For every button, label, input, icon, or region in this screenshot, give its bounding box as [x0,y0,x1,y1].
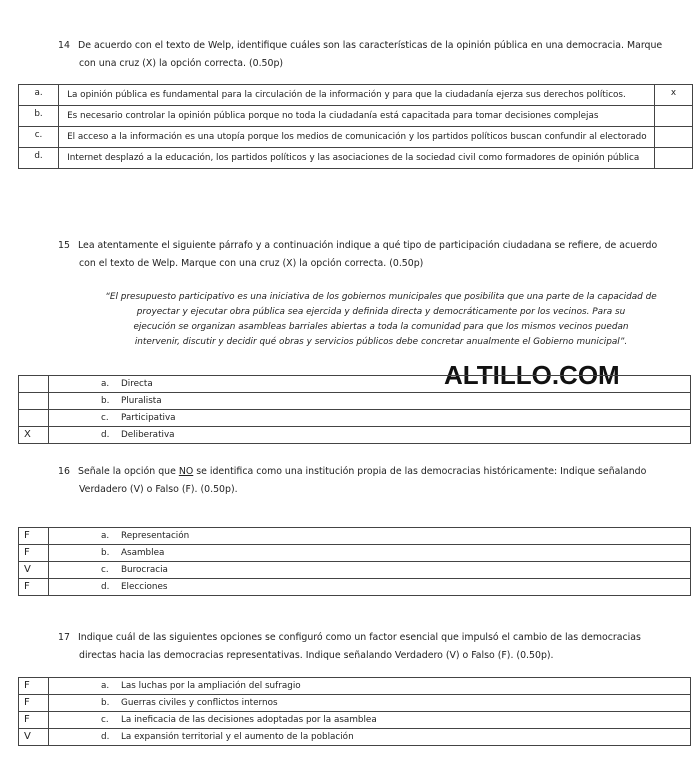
option-letter: d. [101,430,110,440]
quote-line: intervenir, discutir y decidir qué obras y servicios públicos debe concretar anualmente el Gobierno municipal”. [134,337,628,347]
table-row [19,410,691,427]
answer-mark-cell[interactable] [19,376,49,393]
question-number: 17 [58,632,70,643]
option-text: Deliberativa [121,430,175,440]
question-number: 16 [58,466,70,477]
question-text-pre: Señale la opción que [78,466,179,477]
answer-mark-cell[interactable]: X [19,427,49,444]
option-text: Asamblea [121,548,165,558]
quoted-paragraph [86,290,676,350]
option-letter: b. [101,698,110,708]
option-text: El acceso a la información es una utopía porque los medios de comunicación y los partidos políticos buscan confundir al electorado [59,127,655,148]
option-text: Burocracia [121,565,168,575]
watermark: ALTILLO.COM [444,360,620,390]
table-row [19,376,691,393]
question-text-line-1: De acuerdo con el texto de Welp, identifique cuáles son las características de la opinión pública en una democracia. Marque [78,40,663,51]
table-row [19,729,691,746]
option-text: Representación [121,531,190,541]
answer-mark-cell[interactable]: F [19,678,49,695]
option-letter: c. [19,127,59,148]
table-row [19,393,691,410]
option-text: Pluralista [121,396,162,406]
option-cell [49,427,691,444]
answer-mark-cell[interactable]: F [19,712,49,729]
question-15-options-table [18,375,691,444]
option-text: Participativa [121,413,176,423]
question-text-line-2: con una cruz (X) la opción correcta. (0.50p) [79,58,284,69]
question-17 [58,629,678,665]
quote-line: proyectar y ejecutar obra pública sea ejercida y definida directa y democráticamente por los vecinos. Para su [136,307,626,317]
option-text: Elecciones [121,582,168,592]
option-letter: d. [19,148,59,169]
question-15 [58,237,678,273]
option-cell [49,729,691,746]
option-cell [49,545,691,562]
table-row [19,148,693,169]
table-row [19,85,693,106]
question-number: 14 [58,40,70,51]
question-16 [58,463,678,499]
option-cell [49,695,691,712]
answer-mark-cell[interactable]: V [19,729,49,746]
question-14 [58,37,678,73]
answer-mark-cell[interactable]: x [654,85,692,106]
answer-mark-cell[interactable] [19,410,49,427]
option-text: Guerras civiles y conflictos internos [121,698,278,708]
option-letter: c. [101,565,109,575]
option-letter: a. [101,681,110,691]
answer-mark-cell[interactable]: F [19,545,49,562]
option-cell [49,579,691,596]
option-cell [49,562,691,579]
answer-mark-cell[interactable] [654,148,692,169]
question-text-post: se identifica como una institución propia de las democracias históricamente: Indique señalando [193,466,647,477]
option-text: Es necesario controlar la opinión pública porque no toda la ciudadanía está capacitada para tomar decisiones complejas [59,106,655,127]
table-row [19,562,691,579]
option-cell [49,410,691,427]
answer-mark-cell[interactable]: F [19,528,49,545]
table-row [19,678,691,695]
question-text-line-2: con el texto de Welp. Marque con una cruz (X) la opción correcta. (0.50p) [79,258,424,269]
answer-mark-cell[interactable] [654,127,692,148]
option-letter: c. [101,413,109,423]
table-row [19,579,691,596]
option-cell [49,712,691,729]
question-text-line-1: Lea atentamente el siguiente párrafo y a continuación indique a qué tipo de participación ciudadana se refiere, de acuerdo [78,240,658,251]
option-text: Internet desplazó a la educación, los partidos políticos y las asociaciones de la sociedad civil como formadores de opinión pública [59,148,655,169]
quote-line: ejecución se organizan asambleas barriales abiertas a toda la comunidad para que los mismos vecinos puedan [133,322,629,332]
quote-line: “El presupuesto participativo es una iniciativa de los gobiernos municipales que posibilita que una parte de la capacidad de [105,292,657,302]
question-17-options-table [18,677,691,746]
table-row [19,695,691,712]
answer-mark-cell[interactable]: F [19,695,49,712]
question-number: 15 [58,240,70,251]
answer-mark-cell[interactable]: V [19,562,49,579]
option-letter: d. [101,732,110,742]
option-cell [49,393,691,410]
table-row [19,712,691,729]
table-row [19,127,693,148]
underlined-no: NO [178,466,194,477]
option-letter: c. [101,715,109,725]
table-row [19,106,693,127]
option-letter: a. [19,85,59,106]
question-text-line-2: Verdadero (V) o Falso (F). (0.50p). [79,484,238,495]
option-letter: b. [19,106,59,127]
answer-mark-cell[interactable]: F [19,579,49,596]
table-row [19,545,691,562]
question-text-line-1: Indique cuál de las siguientes opciones se configuró como un factor esencial que impulsó el cambio de las democracias [78,632,641,643]
option-cell [49,678,691,695]
table-row [19,528,691,545]
option-text: La ineficacia de las decisiones adoptadas por la asamblea [121,715,377,725]
option-letter: b. [101,396,110,406]
answer-mark-cell[interactable] [19,393,49,410]
option-text: La expansión territorial y el aumento de la población [121,732,354,742]
question-text-line-2: directas hacia las democracias representativas. Indique señalando Verdadero (V) o Falso (F). (0.50p). [79,650,554,661]
option-letter: b. [101,548,110,558]
question-16-options-table [18,527,691,596]
option-text: Las luchas por la ampliación del sufragio [121,681,301,691]
table-row [19,427,691,444]
option-cell [49,528,691,545]
question-14-options-table [18,84,693,169]
option-letter: d. [101,582,110,592]
option-text: Directa [121,379,153,389]
option-text: La opinión pública es fundamental para la circulación de la información y para que la ciudadanía ejerza sus derechos políticos. [59,85,655,106]
option-letter: a. [101,379,110,389]
answer-mark-cell[interactable] [654,106,692,127]
option-cell [49,376,691,393]
option-letter: a. [101,531,110,541]
